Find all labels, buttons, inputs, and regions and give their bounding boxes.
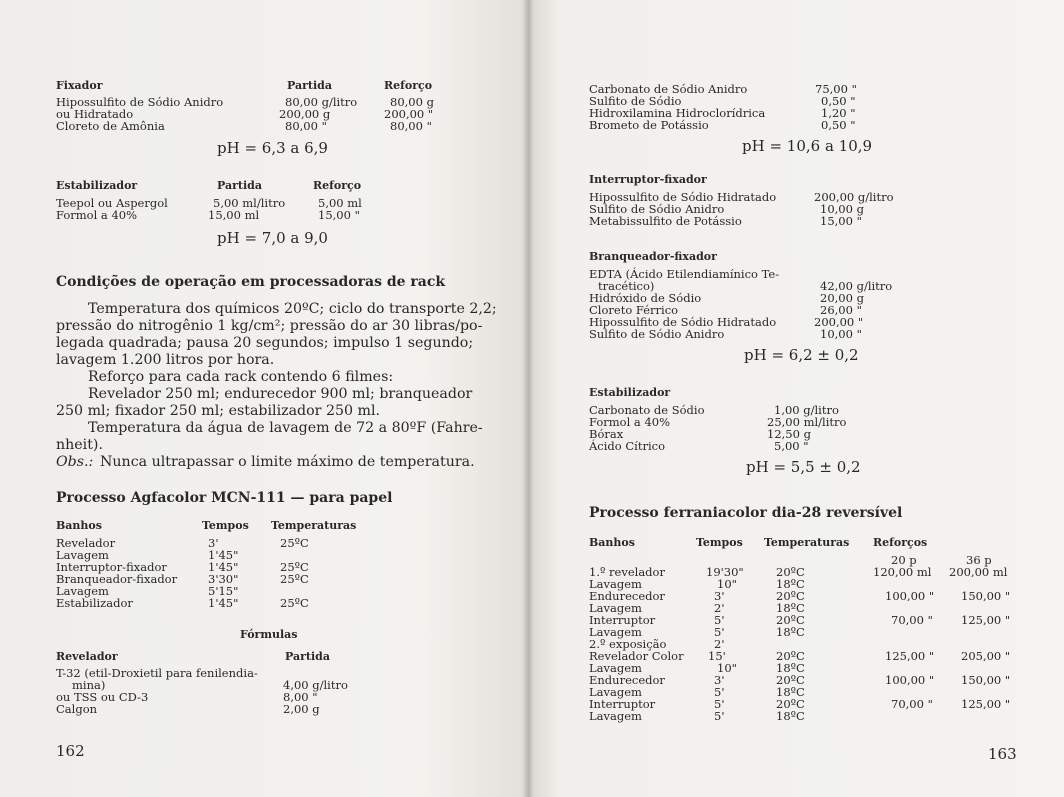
estabilizador-right-row-value: 25,00 ml/litro bbox=[767, 415, 847, 429]
ferraniacolor-banho: Endurecedor bbox=[589, 589, 665, 603]
ferraniacolor-temperatura: 18ºC bbox=[776, 601, 805, 615]
ferraniacolor-reforco-36p: 125,00 " bbox=[961, 697, 1011, 711]
right-page bbox=[528, 0, 1064, 797]
estabilizador-row-name: Formol a 40% bbox=[56, 208, 138, 222]
estabilizador-row-reforco: 5,00 ml bbox=[318, 196, 362, 210]
estabilizador-right-row-value: 5,00 " bbox=[774, 439, 809, 453]
ferraniacolor-banho: Lavagem bbox=[589, 625, 642, 639]
rack-paragraph-line: Reforço para cada rack contendo 6 filmes: bbox=[88, 369, 394, 385]
ferraniacolor-temperatura: 20ºC bbox=[776, 613, 805, 627]
ferraniacolor-reforco-36p: 150,00 " bbox=[961, 673, 1011, 687]
estabilizador-row-partida: 15,00 ml bbox=[208, 208, 260, 222]
ferraniacolor-banho: Revelador Color bbox=[589, 649, 684, 663]
agfacolor-row-tempo: 5'15" bbox=[208, 584, 239, 598]
rack-paragraph-line: pressão do nitrogênio 1 kg/cm²; pressão do ar 30 libras/po- bbox=[56, 318, 483, 334]
estabilizador-row-reforco: 15,00 " bbox=[318, 208, 360, 222]
estabilizador-header-partida: Partida bbox=[217, 179, 262, 192]
agfacolor-row-temperatura: 25ºC bbox=[280, 596, 309, 610]
fixador-header-name: Fixador bbox=[56, 79, 103, 92]
estabilizador-right-row-name: Carbonato de Sódio bbox=[589, 403, 705, 417]
top-row-value: 75,00 " bbox=[815, 82, 857, 96]
top-row-name: Hidroxilamina Hidroclorídrica bbox=[589, 106, 766, 120]
rack-paragraph-line: legada quadrada; pausa 20 segundos; impulso 1 segundo; bbox=[56, 335, 474, 351]
rack-paragraph-line: 250 ml; fixador 250 ml; estabilizador 250 ml. bbox=[56, 403, 381, 419]
rack-heading: Condições de operação em processadoras de rack bbox=[56, 274, 446, 290]
estabilizador-header-reforco: Reforço bbox=[313, 179, 362, 192]
ferraniacolor-reforco-20p: 120,00 ml bbox=[873, 565, 932, 579]
fixador-header-partida: Partida bbox=[287, 79, 332, 92]
formulas-row-name: ou TSS ou CD-3 bbox=[56, 690, 149, 704]
branqueador-fixador-row-name: tracético) bbox=[598, 279, 655, 293]
formulas-header-revelador: Revelador bbox=[56, 650, 118, 663]
rack-paragraph-line: Temperatura da água de lavagem de 72 a 80ºF (Fahre- bbox=[88, 420, 483, 436]
ferraniacolor-banho: Lavagem bbox=[589, 661, 642, 675]
estabilizador-ph: pH = 7,0 a 9,0 bbox=[217, 229, 328, 247]
agfacolor-row-banho: Lavagem bbox=[56, 584, 109, 598]
estabilizador-right-row-name: Bórax bbox=[589, 427, 624, 441]
agfacolor-heading: Processo Agfacolor MCN-111 — para papel bbox=[56, 490, 393, 506]
ferraniacolor-tempo: 5' bbox=[714, 697, 725, 711]
branqueador-fixador-row-name: Sulfito de Sódio Anidro bbox=[589, 327, 725, 341]
ferraniacolor-tempo: 15' bbox=[708, 649, 726, 663]
top-row-value: 0,50 " bbox=[821, 118, 856, 132]
ferraniacolor-banho: Lavagem bbox=[589, 601, 642, 615]
rack-paragraph-line: lavagem 1.200 litros por hora. bbox=[56, 352, 275, 368]
ferraniacolor-reforco-36p: 205,00 " bbox=[961, 649, 1011, 663]
formulas-row-name: T-32 (etil-Droxietil para fenilendia- bbox=[56, 666, 258, 680]
branqueador-fixador-row-name: Hipossulfito de Sódio Hidratado bbox=[589, 315, 777, 329]
estabilizador-row-name: Teepol ou Aspergol bbox=[56, 196, 168, 210]
agfacolor-row-tempo: 1'45" bbox=[208, 548, 239, 562]
interruptor-fixador-row-value: 200,00 g/litro bbox=[814, 190, 894, 204]
ferraniacolor-banho: Endurecedor bbox=[589, 673, 665, 687]
ferraniacolor-temperatura: 20ºC bbox=[776, 565, 805, 579]
fixador-row-reforco: 80,00 g bbox=[390, 95, 434, 109]
ferraniacolor-banho: Lavagem bbox=[589, 577, 642, 591]
ferraniacolor-temperatura: 20ºC bbox=[776, 649, 805, 663]
ferraniacolor-tempo: 10" bbox=[717, 577, 737, 591]
ferraniacolor-tempo: 19'30" bbox=[706, 565, 744, 579]
estabilizador-right-heading: Estabilizador bbox=[589, 386, 671, 399]
ferraniacolor-temperatura: 20ºC bbox=[776, 589, 805, 603]
top-row-value: 0,50 " bbox=[821, 94, 856, 108]
fixador-ph: pH = 6,3 a 6,9 bbox=[217, 139, 328, 157]
ferraniacolor-heading: Processo ferraniacolor dia-28 reversível bbox=[589, 505, 903, 521]
ferraniacolor-reforco-36p: 150,00 " bbox=[961, 589, 1011, 603]
ferraniacolor-header-banhos: Banhos bbox=[589, 536, 635, 549]
estabilizador-right-row-name: Formol a 40% bbox=[589, 415, 671, 429]
branqueador-fixador-heading: Branqueador-fixador bbox=[589, 250, 717, 263]
estabilizador-header-name: Estabilizador bbox=[56, 179, 138, 192]
ferraniacolor-banho: Lavagem bbox=[589, 685, 642, 699]
ferraniacolor-header-tempos: Tempos bbox=[696, 536, 743, 549]
agfacolor-row-banho: Estabilizador bbox=[56, 596, 133, 610]
ferraniacolor-subheader-20p: 20 p bbox=[891, 553, 917, 567]
ferraniacolor-tempo: 2' bbox=[714, 637, 725, 651]
agfacolor-row-temperatura: 25ºC bbox=[280, 572, 309, 586]
ferraniacolor-subheader-36p: 36 p bbox=[966, 553, 992, 567]
branqueador-fixador-row-value: 26,00 " bbox=[820, 303, 862, 317]
branqueador-fixador-row-name: Hidróxido de Sódio bbox=[589, 291, 702, 305]
branqueador-fixador-row-name: Cloreto Férrico bbox=[589, 303, 679, 317]
fixador-row-partida: 80,00 g/litro bbox=[285, 95, 358, 109]
formulas-row-partida: 8,00 " bbox=[283, 690, 318, 704]
book-gutter bbox=[522, 0, 534, 797]
interruptor-fixador-row-name: Sulfito de Sódio Anidro bbox=[589, 202, 725, 216]
ferraniacolor-temperatura: 18ºC bbox=[776, 685, 805, 699]
fixador-row-reforco: 200,00 " bbox=[384, 107, 434, 121]
branqueador-fixador-row-name: EDTA (Ácido Etilendiamínico Te- bbox=[589, 267, 780, 281]
fixador-row-partida: 80,00 " bbox=[285, 119, 327, 133]
ferraniacolor-temperatura: 18ºC bbox=[776, 625, 805, 639]
agfacolor-row-tempo: 1'45" bbox=[208, 560, 239, 574]
ferraniacolor-temperatura: 20ºC bbox=[776, 673, 805, 687]
fixador-row-reforco: 80,00 " bbox=[390, 119, 432, 133]
interruptor-fixador-heading: Interruptor-fixador bbox=[589, 173, 707, 186]
rack-obs-label: Obs.: bbox=[56, 454, 94, 470]
top-row-value: 1,20 " bbox=[821, 106, 856, 120]
top-ph: pH = 10,6 a 10,9 bbox=[742, 137, 873, 155]
ferraniacolor-tempo: 3' bbox=[714, 673, 725, 687]
top-row-name: Sulfito de Sódio bbox=[589, 94, 682, 108]
rack-paragraph-line: Temperatura dos químicos 20ºC; ciclo do transporte 2,2; bbox=[88, 301, 497, 317]
ferraniacolor-reforco-36p: 125,00 " bbox=[961, 613, 1011, 627]
fixador-row-name: Cloreto de Amônia bbox=[56, 119, 165, 133]
top-row-name: Carbonato de Sódio Anidro bbox=[589, 82, 748, 96]
ferraniacolor-reforco-20p: 100,00 " bbox=[885, 673, 935, 687]
agfacolor-row-banho: Revelador bbox=[56, 536, 116, 550]
branqueador-fixador-ph: pH = 6,2 ± 0,2 bbox=[744, 346, 859, 364]
formulas-header-partida: Partida bbox=[285, 650, 330, 663]
ferraniacolor-tempo: 5' bbox=[714, 685, 725, 699]
fixador-row-name: Hipossulfito de Sódio Anidro bbox=[56, 95, 224, 109]
formulas-row-name: Calgon bbox=[56, 702, 98, 716]
agfacolor-row-temperatura: 25ºC bbox=[280, 560, 309, 574]
formulas-row-partida: 4,00 g/litro bbox=[283, 678, 348, 692]
agfacolor-row-tempo: 3'30" bbox=[208, 572, 239, 586]
agfacolor-header-tempos: Tempos bbox=[202, 519, 249, 532]
page-number-left: 162 bbox=[56, 742, 85, 760]
ferraniacolor-banho: 2.º exposição bbox=[589, 637, 667, 651]
agfacolor-row-banho: Interruptor-fixador bbox=[56, 560, 167, 574]
ferraniacolor-temperatura: 18ºC bbox=[776, 709, 805, 723]
rack-paragraph-line: Revelador 250 ml; endurecedor 900 ml; branqueador bbox=[88, 386, 473, 402]
fixador-header-reforco: Reforço bbox=[384, 79, 433, 92]
interruptor-fixador-row-value: 10,00 g bbox=[820, 202, 864, 216]
ferraniacolor-tempo: 5' bbox=[714, 613, 725, 627]
ferraniacolor-banho: 1.º revelador bbox=[589, 565, 665, 579]
estabilizador-right-ph: pH = 5,5 ± 0,2 bbox=[746, 458, 861, 476]
branqueador-fixador-row-value: 20,00 g bbox=[820, 291, 864, 305]
ferraniacolor-tempo: 3' bbox=[714, 589, 725, 603]
ferraniacolor-temperatura: 18ºC bbox=[776, 577, 805, 591]
agfacolor-row-tempo: 3' bbox=[208, 536, 219, 550]
rack-paragraph-line: nheit). bbox=[56, 437, 103, 453]
ferraniacolor-temperatura: 20ºC bbox=[776, 697, 805, 711]
agfacolor-row-temperatura: 25ºC bbox=[280, 536, 309, 550]
ferraniacolor-tempo: 2' bbox=[714, 601, 725, 615]
fixador-row-name: ou Hidratado bbox=[56, 107, 134, 121]
branqueador-fixador-row-value: 10,00 " bbox=[820, 327, 862, 341]
ferraniacolor-banho: Interruptor bbox=[589, 613, 656, 627]
estabilizador-right-row-value: 1,00 g/litro bbox=[774, 403, 839, 417]
formulas-heading: Fórmulas bbox=[240, 628, 298, 641]
ferraniacolor-tempo: 5' bbox=[714, 709, 725, 723]
ferraniacolor-reforco-36p: 200,00 ml bbox=[949, 565, 1008, 579]
ferraniacolor-header-reforcos: Reforços bbox=[873, 536, 928, 549]
agfacolor-row-banho: Branqueador-fixador bbox=[56, 572, 178, 586]
ferraniacolor-banho: Interruptor bbox=[589, 697, 656, 711]
ferraniacolor-tempo: 5' bbox=[714, 625, 725, 639]
left-page bbox=[0, 0, 528, 797]
agfacolor-header-banhos: Banhos bbox=[56, 519, 102, 532]
branqueador-fixador-row-value: 42,00 g/litro bbox=[820, 279, 893, 293]
estabilizador-right-row-name: Ácido Cítrico bbox=[589, 439, 666, 453]
interruptor-fixador-row-name: Hipossulfito de Sódio Hidratado bbox=[589, 190, 777, 204]
ferraniacolor-header-temperaturas: Temperaturas bbox=[764, 536, 850, 549]
interruptor-fixador-row-name: Metabissulfito de Potássio bbox=[589, 214, 742, 228]
agfacolor-row-tempo: 1'45" bbox=[208, 596, 239, 610]
ferraniacolor-reforco-20p: 70,00 " bbox=[891, 697, 933, 711]
ferraniacolor-banho: Lavagem bbox=[589, 709, 642, 723]
ferraniacolor-tempo: 10" bbox=[717, 661, 737, 675]
ferraniacolor-temperatura: 18ºC bbox=[776, 661, 805, 675]
formulas-row-partida: 2,00 g bbox=[283, 702, 320, 716]
estabilizador-row-partida: 5,00 ml/litro bbox=[213, 196, 286, 210]
ferraniacolor-reforco-20p: 125,00 " bbox=[885, 649, 935, 663]
top-row-name: Brometo de Potássio bbox=[589, 118, 709, 132]
page-number-right: 163 bbox=[988, 745, 1017, 763]
formulas-row-name: mina) bbox=[72, 678, 106, 692]
interruptor-fixador-row-value: 15,00 " bbox=[820, 214, 862, 228]
ferraniacolor-reforco-20p: 100,00 " bbox=[885, 589, 935, 603]
estabilizador-right-row-value: 12,50 g bbox=[767, 427, 811, 441]
agfacolor-header-temperaturas: Temperaturas bbox=[271, 519, 357, 532]
fixador-row-partida: 200,00 g bbox=[279, 107, 331, 121]
branqueador-fixador-row-value: 200,00 " bbox=[814, 315, 864, 329]
rack-obs-text: Nunca ultrapassar o limite máximo de temperatura. bbox=[100, 454, 475, 470]
ferraniacolor-reforco-20p: 70,00 " bbox=[891, 613, 933, 627]
agfacolor-row-banho: Lavagem bbox=[56, 548, 109, 562]
